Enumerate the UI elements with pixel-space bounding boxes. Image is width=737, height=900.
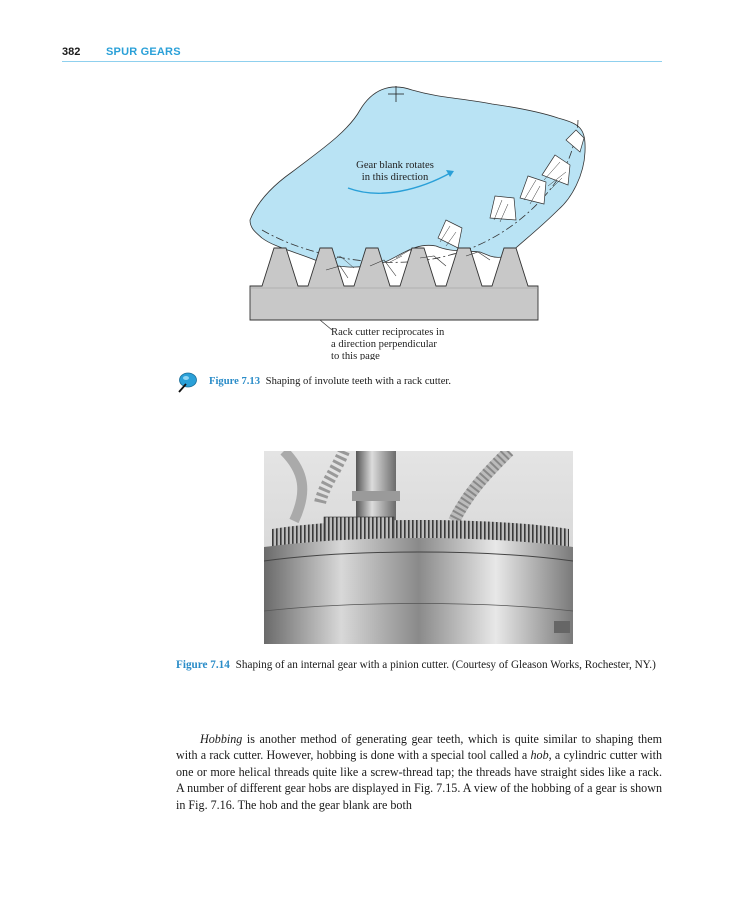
body-text-part2: a cylindric cutter with one or more helical threads quite like a screw-thread tap; the threads have straight sides like a rack. A number of different gear hobs are displayed in Fig. 7.15. A view of the hobbing of a gear is shown in Fig. 7.16. The hob and the gear blank are both bbox=[176, 748, 662, 812]
figure-7-13-label: Figure 7.13 bbox=[209, 376, 261, 387]
term-hob: hob, bbox=[530, 748, 552, 763]
blank-label-line2: in this direction bbox=[361, 172, 429, 183]
rack-label-line2: a direction perpendicular bbox=[331, 339, 437, 350]
body-paragraph bbox=[176, 731, 662, 813]
figure-7-13 bbox=[240, 80, 600, 360]
figure-7-14-caption-line2: Rochester, NY.) bbox=[584, 659, 656, 671]
rack-label-line1: Rack cutter reciprocates in bbox=[331, 327, 445, 338]
figure-7-14-caption bbox=[176, 658, 662, 672]
figure-7-14-label: Figure 7.14 bbox=[176, 659, 230, 671]
rack-label-line3: to this page bbox=[331, 351, 380, 360]
note-pin-icon bbox=[176, 370, 200, 394]
figure-7-13-caption-body: Shaping of involute teeth with a rack cutter. bbox=[265, 376, 452, 387]
page-number: 382 bbox=[62, 46, 81, 58]
figure-7-13-caption bbox=[176, 370, 596, 392]
term-hobbing: Hobbing bbox=[200, 732, 243, 746]
figure-7-13-caption-text bbox=[209, 376, 451, 387]
figure-7-14-caption-line1: Shaping of an internal gear with a pinion cutter. (Courtesy of Gleason Works, bbox=[235, 659, 582, 671]
header-rule bbox=[62, 61, 662, 62]
running-header bbox=[62, 46, 662, 62]
rack-cutter bbox=[250, 248, 538, 320]
figure-7-14-photo bbox=[264, 451, 573, 644]
body-text-part1: is another method of generating gear teeth, which is quite similar to shaping them with a rack cutter. However, hobbing is done with a special tool called a bbox=[176, 732, 662, 763]
section-title: SPUR GEARS bbox=[106, 46, 181, 58]
blank-label-line1: Gear blank rotates bbox=[356, 160, 434, 171]
